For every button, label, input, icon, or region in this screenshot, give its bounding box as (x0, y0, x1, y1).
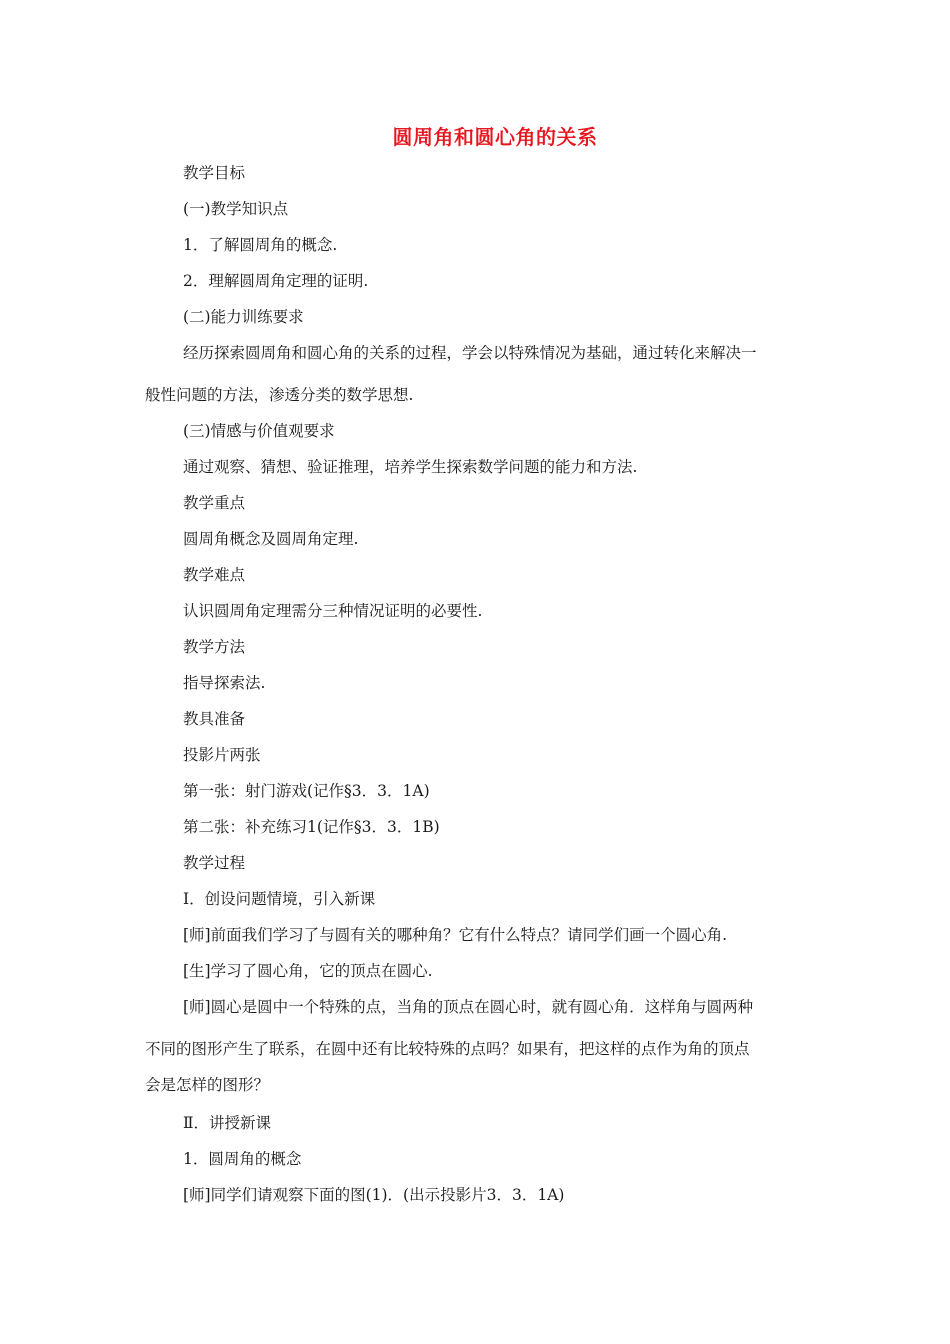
heading-method: 教学方法 (183, 638, 246, 656)
section-1-heading: Ⅰ．创设问题情境，引入新课 (183, 890, 376, 908)
dialogue-teacher-2-line-2: 不同的图形产生了联系，在圆中还有比较特殊的点吗？如果有，把这样的点作为角的顶点 (145, 1040, 750, 1058)
subsection-1-heading: 1．圆周角的概念 (183, 1150, 302, 1168)
paragraph-values: 通过观察、猜想、验证推理，培养学生探索数学问题的能力和方法. (183, 458, 638, 476)
dialogue-student-1: [生]学习了圆心角，它的顶点在圆心. (183, 962, 433, 980)
dialogue-teacher-2-line-1: [师]圆心是圆中一个特殊的点，当角的顶点在圆心时，就有圆心角．这样角与圆两种 (183, 998, 754, 1016)
dialogue-teacher-1: [师]前面我们学习了与圆有关的哪种角？它有什么特点？请同学们画一个圆心角. (183, 926, 728, 944)
paragraph-difficulties: 认识圆周角定理需分三种情况证明的必要性. (183, 602, 483, 620)
dialogue-teacher-3: [师]同学们请观察下面的图(1)．(出示投影片3．3．1A) (183, 1186, 565, 1204)
heading-teaching-goals: 教学目标 (183, 164, 246, 182)
document-title: 圆周角和圆心角的关系 (392, 125, 598, 149)
heading-difficulties: 教学难点 (183, 566, 246, 584)
heading-process: 教学过程 (183, 854, 246, 872)
heading-materials: 教具准备 (183, 710, 246, 728)
dialogue-teacher-2-line-3: 会是怎样的图形？ (145, 1076, 270, 1094)
section-2-heading: Ⅱ．讲授新课 (183, 1114, 272, 1132)
subheading-ability-training: (二)能力训练要求 (183, 308, 304, 326)
heading-key-points: 教学重点 (183, 494, 246, 512)
slide-item-1: 第一张：射门游戏(记作§3．3．1A) (183, 782, 430, 800)
list-item-1: 1．了解圆周角的概念. (183, 236, 338, 254)
subheading-knowledge-points: (一)教学知识点 (183, 200, 289, 218)
list-item-2: 2．理解圆周角定理的证明. (183, 272, 369, 290)
slide-item-2: 第二张：补充练习1(记作§3．3．1B) (183, 818, 440, 836)
subheading-values: (三)情感与价值观要求 (183, 422, 335, 440)
paragraph-slides: 投影片两张 (183, 746, 261, 764)
paragraph-ability-line-2: 般性问题的方法，渗透分类的数学思想. (145, 386, 414, 404)
paragraph-method: 指导探索法. (183, 674, 266, 692)
paragraph-key-points: 圆周角概念及圆周角定理. (183, 530, 359, 548)
paragraph-ability-line-1: 经历探索圆周角和圆心角的关系的过程，学会以特殊情况为基础，通过转化来解决一 (183, 344, 757, 362)
